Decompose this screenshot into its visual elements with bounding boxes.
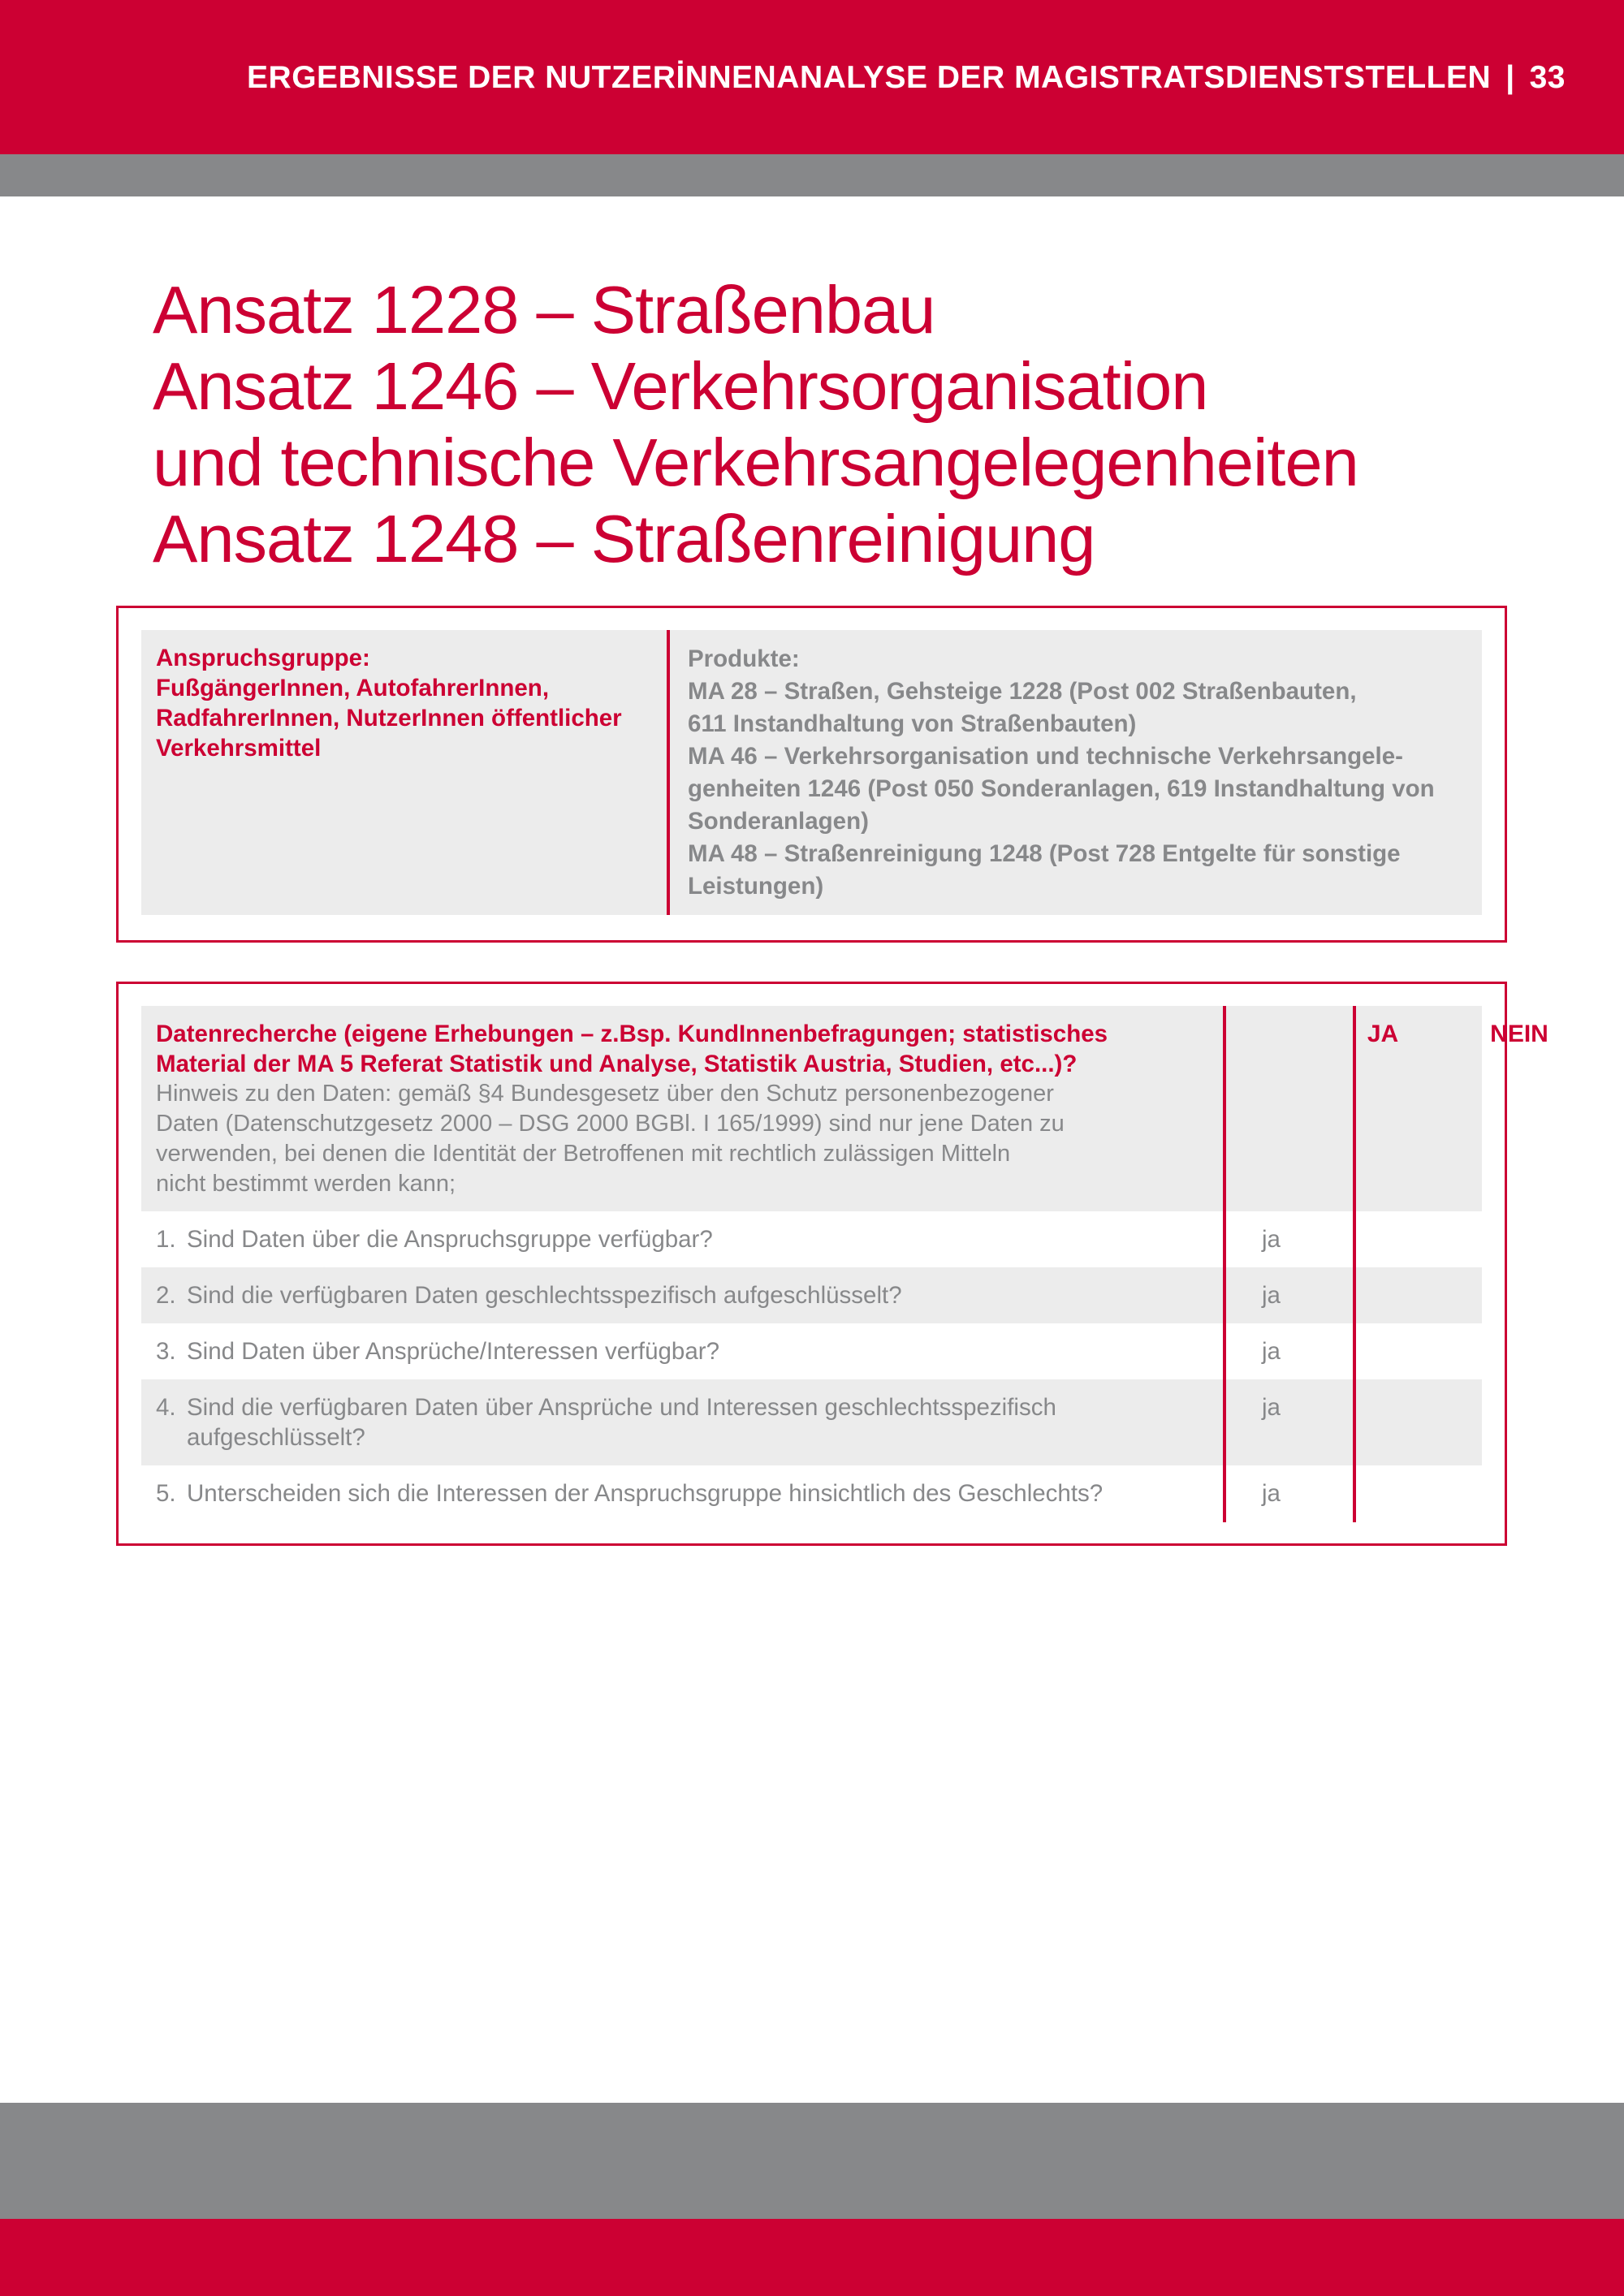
questionnaire-note-line-4: nicht bestimmt werden kann; bbox=[156, 1171, 456, 1197]
products-label: Produkte: bbox=[688, 645, 800, 672]
question-text bbox=[187, 1336, 1186, 1366]
question-text bbox=[187, 1392, 1186, 1452]
product-line-2: 611 Instandhaltung von Straßenbauten) bbox=[688, 710, 1137, 737]
claim-group-line-2: RadfahrerInnen, NutzerInnen öffentlicher bbox=[156, 705, 622, 732]
table-row bbox=[141, 1379, 1482, 1465]
running-header-separator: | bbox=[1505, 60, 1515, 95]
page-number: 33 bbox=[1529, 60, 1566, 95]
footer-gray-band bbox=[0, 2103, 1624, 2219]
running-header-title: ERGEBNISSE DER NUTZERİNNENANALYSE DER MAGISTRATSDIENSTSTELLEN bbox=[247, 60, 1492, 95]
question-line: Sind die verfügbaren Daten über Ansprüche und Interessen geschlechtsspezifisch bbox=[187, 1394, 1056, 1421]
question-line: Sind Daten über die Anspruchsgruppe verfügbar? bbox=[187, 1226, 713, 1253]
answer-ja: ja bbox=[1262, 1480, 1281, 1507]
questionnaire-box bbox=[116, 982, 1548, 1546]
question-text bbox=[187, 1224, 1186, 1254]
column-divider-ja bbox=[1223, 1006, 1226, 1522]
column-header-ja: JA bbox=[1367, 1021, 1399, 1047]
product-line-1: MA 28 – Straßen, Gehsteige 1228 (Post 002 Straßenbauten, bbox=[688, 678, 1357, 705]
questionnaire-note-line-1: Hinweis zu den Daten: gemäß §4 Bundesgesetz über den Schutz personenbezogener bbox=[156, 1081, 1054, 1107]
question-number: 2. bbox=[156, 1282, 176, 1309]
questionnaire-header bbox=[141, 1006, 1548, 1211]
question-number: 5. bbox=[156, 1480, 176, 1507]
question-line: aufgeschlüsselt? bbox=[187, 1424, 365, 1451]
footer-red-band bbox=[0, 2219, 1624, 2296]
title-line-1: Ansatz 1228 – Straßenbau bbox=[153, 272, 935, 347]
claim-group-box bbox=[116, 606, 1507, 943]
question-number: 3. bbox=[156, 1338, 176, 1365]
question-line: Unterscheiden sich die Interessen der Anspruchsgruppe hinsichtlich des Geschlechts? bbox=[187, 1480, 1104, 1507]
question-line: Sind Daten über Ansprüche/Interessen verfügbar? bbox=[187, 1338, 719, 1365]
answer-ja: ja bbox=[1262, 1394, 1281, 1421]
page-title bbox=[153, 272, 1533, 577]
claim-group-cell bbox=[141, 630, 667, 915]
answer-ja: ja bbox=[1262, 1338, 1281, 1365]
header-gray-stripe bbox=[0, 154, 1624, 196]
questionnaire-note-line-2: Daten (Datenschutzgesetz 2000 – DSG 2000 BGBl. I 165/1999) sind nur jene Daten zu bbox=[156, 1111, 1065, 1137]
questionnaire-heading-line-2: Material der MA 5 Referat Statistik und Analyse, Statistik Austria, Studien, etc...)? bbox=[156, 1051, 1078, 1077]
product-line-4: genheiten 1246 (Post 050 Sonderanlagen, 619 Instandhaltung von bbox=[688, 775, 1435, 802]
claim-group-line-1: FußgängerInnen, AutofahrerInnen, bbox=[156, 675, 550, 701]
product-line-7: Leistungen) bbox=[688, 873, 824, 900]
question-number: 4. bbox=[156, 1394, 176, 1421]
table-row bbox=[141, 1465, 1482, 1522]
table-row bbox=[141, 1323, 1482, 1379]
claim-group-label: Anspruchsgruppe: bbox=[156, 645, 370, 671]
question-text bbox=[187, 1280, 1186, 1310]
product-line-3: MA 46 – Verkehrsorganisation und technische Verkehrsangele- bbox=[688, 743, 1403, 770]
claim-group-line-3: Verkehrsmittel bbox=[156, 735, 322, 762]
question-number: 1. bbox=[156, 1226, 176, 1253]
column-divider-nein bbox=[1353, 1006, 1356, 1522]
questionnaire-note-line-3: verwenden, bei denen die Identität der Betroffenen mit rechtlich zulässigen Mitteln bbox=[156, 1141, 1011, 1167]
table-row bbox=[141, 1211, 1482, 1267]
question-line: Sind die verfügbaren Daten geschlechtsspezifisch aufgeschlüsselt? bbox=[187, 1282, 902, 1309]
title-line-2: Ansatz 1246 – Verkehrsorganisation bbox=[153, 348, 1208, 424]
header-band bbox=[0, 0, 1624, 154]
product-line-6: MA 48 – Straßenreinigung 1248 (Post 728 Entgelte für sonstige bbox=[688, 840, 1401, 867]
column-header-nein: NEIN bbox=[1490, 1021, 1548, 1047]
table-row bbox=[141, 1267, 1482, 1323]
title-line-3: und technische Verkehrsangelegenheiten bbox=[153, 425, 1358, 500]
questionnaire-header-text bbox=[156, 1019, 1130, 1199]
running-header bbox=[247, 60, 1566, 96]
products-cell bbox=[670, 630, 1482, 915]
title-line-4: Ansatz 1248 – Straßenreinigung bbox=[153, 501, 1095, 576]
questionnaire-heading-line-1: Datenrecherche (eigene Erhebungen – z.Bsp. KundInnenbefragungen; statistisches bbox=[156, 1021, 1108, 1047]
answer-ja: ja bbox=[1262, 1226, 1281, 1253]
question-text bbox=[187, 1478, 1186, 1508]
answer-ja: ja bbox=[1262, 1282, 1281, 1309]
product-line-5: Sonderanlagen) bbox=[688, 808, 869, 835]
